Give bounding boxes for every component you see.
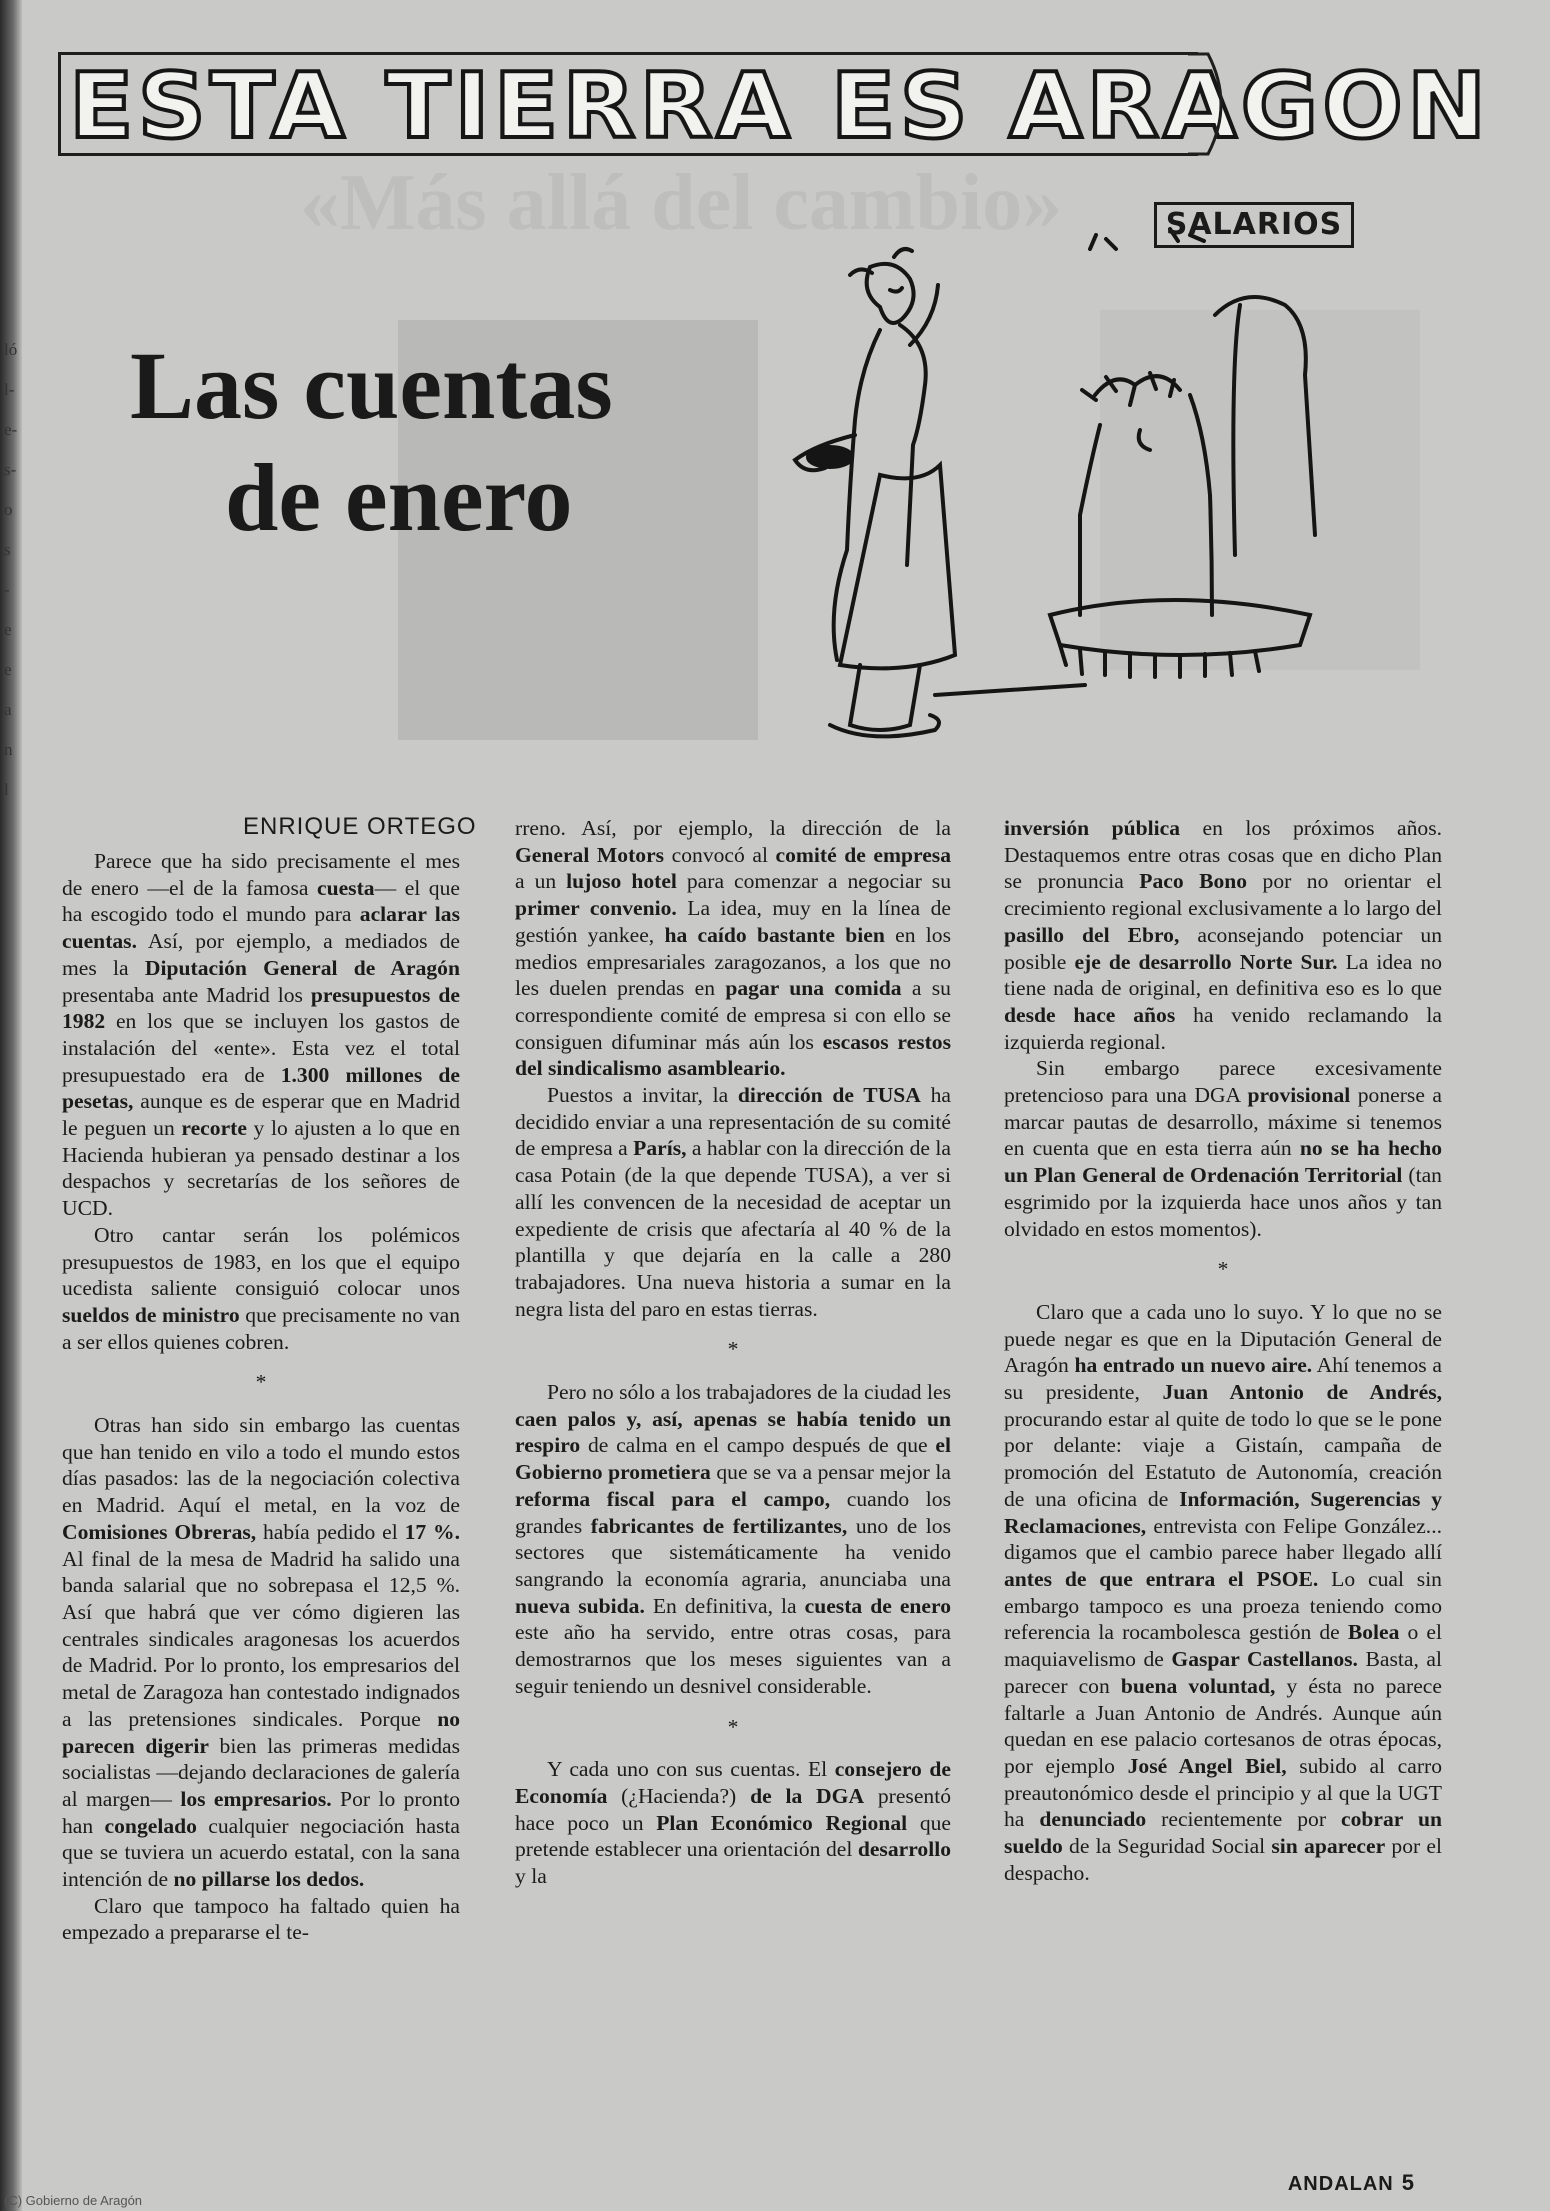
article-column-2 — [515, 815, 951, 1890]
binding-shadow — [0, 0, 22, 2211]
emphasis-text: desde hace años — [1004, 1002, 1176, 1027]
body-text: para comenzar a negociar su — [676, 869, 951, 894]
body-text: entrevista con Felipe González... digamos que el cambio parece haber llegado allí — [1004, 1513, 1442, 1565]
body-text: convocó al — [664, 842, 776, 867]
banner-tail — [1188, 52, 1236, 156]
emphasis-text: dirección de TUSA — [737, 1083, 921, 1108]
body-text: Por lo pronto han — [62, 1786, 461, 1838]
edge-fragment: ló — [4, 340, 18, 359]
show-through-text: «Más allá del cambio» — [300, 159, 1063, 247]
article-paragraph — [515, 1756, 951, 1890]
emphasis-text: Bolea — [1347, 1620, 1400, 1645]
edge-fragment: o — [4, 500, 13, 519]
emphasis-text: comité de empresa — [775, 842, 951, 867]
body-text: a su correspondiente comité de empresa si con ello se consiguen difuminar más aún los — [515, 976, 951, 1054]
body-text: ponerse a marcar pautas de desarrollo, máxime si tenemos en cuenta que en esta tierra aún — [1004, 1083, 1442, 1161]
article-column-1 — [62, 848, 460, 1946]
article-column-3 — [1004, 815, 1442, 1886]
headline-line-1: Las cuentas — [130, 332, 613, 439]
emphasis-text: provisional — [1247, 1083, 1351, 1108]
emphasis-text: General Motors — [515, 842, 665, 867]
body-text: Parece que ha sido precisamente el mes de enero —el de la famosa — [62, 849, 460, 900]
body-text: aconsejando potenciar un posible — [1004, 922, 1442, 974]
article-paragraph — [515, 1082, 951, 1322]
article-paragraph — [62, 1412, 460, 1893]
emphasis-text: sin aparecer — [1271, 1834, 1386, 1859]
page-number: 5 — [1401, 2170, 1415, 2195]
article-paragraph — [515, 815, 951, 1082]
body-text: de calma en el campo después de que — [580, 1433, 936, 1458]
body-text: Pero no sólo a los trabajadores de la ciudad les — [547, 1380, 951, 1405]
body-text: había pedido el — [256, 1519, 405, 1544]
body-text: ha decidido enviar a una representación de su comité de empresa a — [515, 1083, 951, 1161]
body-text: (tan esgrimido por la izquierda hace unos años y tan olvidado en estos momentos). — [1004, 1163, 1442, 1241]
body-text: ha venido reclamando la izquierda regional. — [1004, 1002, 1442, 1054]
page-footer — [1288, 2170, 1415, 2196]
body-text: en los medios empresariales zaragozanos, a los que no les duelen prendas en — [515, 922, 951, 1001]
body-text: procurando estar al quite de todo lo que se le pone por delante: viaje a Gistaín, campaña de promoción del Estatuto de Autonomía, creación de una oficina de — [1004, 1406, 1442, 1511]
edge-fragment: e — [4, 620, 12, 639]
emphasis-text: París, — [633, 1136, 687, 1161]
article-paragraph — [1004, 1055, 1442, 1242]
body-text: este año ha servido, entre otras cosas, para demostrarnos que los meses siguientes van a seguir teniendo un desnivel considerable. — [515, 1620, 951, 1698]
emphasis-text: inversión pública — [1004, 816, 1181, 840]
headline-line-2: de enero — [225, 444, 573, 551]
article-paragraph — [62, 1893, 460, 1946]
emphasis-text: escasos restos del sindicalismo asambleario. — [515, 1029, 951, 1081]
body-text: Puestos a invitar, la — [547, 1083, 738, 1108]
emphasis-text: eje de desarrollo Norte Sur. — [1074, 949, 1338, 974]
edge-fragment: e- — [4, 420, 18, 439]
edge-fragment: - — [4, 580, 10, 599]
emphasis-text: reforma fiscal para el campo, — [515, 1486, 831, 1511]
emphasis-text: Juan Antonio de Andrés, — [1162, 1380, 1442, 1405]
article-paragraph — [1004, 815, 1442, 1055]
emphasis-text: congelado — [104, 1813, 197, 1838]
emphasis-text: cuesta de enero — [804, 1593, 951, 1618]
emphasis-text: denunciado — [1039, 1807, 1147, 1832]
body-text: La idea no tiene nada de original, en definitiva eso es lo que — [1004, 949, 1443, 1001]
emphasis-text: 1.300 millones de pesetas, — [62, 1062, 460, 1114]
body-text: de la Seguridad Social — [1062, 1834, 1272, 1859]
body-text: que precisamente no van a ser ellos quienes cobren. — [62, 1302, 460, 1354]
body-text: por el despacho. — [1004, 1834, 1442, 1885]
emphasis-text: recorte — [181, 1116, 247, 1141]
body-text: En definitiva, la — [644, 1593, 805, 1618]
edge-fragment: a — [4, 700, 12, 719]
body-text: cualquier negociación hasta que se tuviera un acuerdo estatal, con la sana intención de — [62, 1813, 461, 1892]
emphasis-text: Plan Económico Regional — [656, 1810, 908, 1835]
emphasis-text: consejero de Economía — [515, 1757, 951, 1808]
edge-fragment: e — [4, 660, 12, 679]
body-text: Otras han sido sin embargo las cuentas que han tenido en vilo a todo el mundo estos días pasados: las de la negociación colectiva en Madrid. Aquí el metal, en la voz de — [62, 1413, 460, 1518]
edge-fragment: s — [4, 540, 11, 559]
emphasis-text: sueldos de ministro — [62, 1302, 240, 1327]
article-paragraph — [515, 1379, 951, 1699]
body-text: (¿Hacienda?) — [607, 1783, 751, 1808]
section-separator: * — [727, 1714, 739, 1739]
edge-fragment: s- — [4, 460, 17, 479]
body-text: La idea, muy en la línea de gestión yankee, — [515, 896, 951, 947]
emphasis-text: no pillarse los dedos. — [173, 1867, 365, 1892]
body-text: Y cada uno con sus cuentas. El — [547, 1757, 835, 1782]
cartoon-illustration — [760, 195, 1380, 775]
salarios-sign: SALARIOS — [1154, 202, 1354, 248]
emphasis-text: buena voluntad, — [1120, 1673, 1276, 1698]
body-text: en los que se incluyen los gastos de instalación del «ente». Esta vez el total presupuestado era de — [62, 1009, 460, 1087]
emphasis-text: presupuestos de 1982 — [62, 982, 461, 1034]
section-separator: * — [1217, 1257, 1229, 1282]
emphasis-text: José Angel Biel, — [1127, 1753, 1287, 1778]
emphasis-text: antes de que entrara el PSOE. — [1004, 1566, 1319, 1591]
image-credit: (C) Gobierno de Aragón — [4, 2193, 143, 2208]
emphasis-text: desarrollo — [857, 1837, 951, 1862]
article-paragraph — [1004, 1299, 1442, 1886]
emphasis-text: ha entrado un nuevo aire. — [1074, 1353, 1313, 1378]
body-text: Claro que tampoco ha faltado quien ha empezado a prepararse el te- — [62, 1893, 460, 1945]
emphasis-text: Comisiones Obreras, — [62, 1519, 257, 1544]
emphasis-text: no parecen digerir — [62, 1706, 460, 1758]
body-text: en los próximos años. Destaquemos entre otras cosas que en dicho Plan se pronuncia — [1004, 816, 1442, 894]
emphasis-text: aclarar las cuentas. — [62, 902, 460, 954]
body-text: uno de los sectores que sistemáticamente ha venido sangrando la economía agraria, anunciaba una — [515, 1513, 952, 1591]
emphasis-text: Paco Bono — [1139, 869, 1248, 894]
article-paragraph — [62, 1222, 460, 1356]
emphasis-text: Información, Sugerencias y Reclamaciones, — [1004, 1486, 1442, 1538]
edge-fragment: n — [4, 740, 13, 759]
emphasis-text: primer convenio. — [515, 896, 677, 921]
body-text: bien las primeras medidas socialistas —dejando declaraciones de galería al margen— — [62, 1733, 460, 1811]
body-text: por no orientar el crecimiento regional exclusivamente a lo largo del — [1004, 869, 1442, 921]
publication-name: ANDALAN — [1287, 2173, 1394, 2195]
body-text: Claro que a cada uno lo suyo. Y lo que no se puede negar es que en la Diputación General de Aragón — [1004, 1299, 1442, 1378]
body-text: presentaba ante Madrid los — [62, 982, 311, 1007]
article-headline — [130, 330, 650, 554]
edge-fragment: l — [4, 780, 9, 799]
body-text: y ésta no parece faltarle a Juan Antonio de Andrés. Aunque aún quedan en ese palacio cortesanos de otras épocas, por ejemplo — [1004, 1673, 1442, 1778]
body-text: aunque es de esperar que en Madrid le peguen un — [62, 1089, 460, 1141]
emphasis-text: pasillo del Ebro, — [1004, 922, 1180, 947]
body-text: — el que ha escogido todo el mundo para — [62, 875, 460, 927]
body-text: Así, por ejemplo, a mediados de mes la — [62, 929, 460, 980]
body-text: subido al carro preautonómico desde el principio y al que la UGT ha — [1004, 1753, 1443, 1832]
emphasis-text: caen palos y, así, apenas se había tenido un respiro — [515, 1406, 951, 1458]
body-text: Al final de la mesa de Madrid ha salido una banda salarial que no sobrepasa el 12,5 %. Así que habrá que ver cómo digieren las centrales sindicales aragonesas los acuerdos de Madrid. Por lo pronto, los empresarios del metal de Zaragoza han contestado indignados a las pretensiones sindicales. Porque — [62, 1546, 460, 1731]
emphasis-text: Gaspar Castellanos. — [1171, 1647, 1358, 1672]
emphasis-text: lujoso hotel — [566, 869, 677, 894]
section-separator: * — [727, 1337, 739, 1362]
body-text: y lo ajusten a lo que en Hacienda hubieran ya pensado destinar a los despachos y secretarías de los señores de UCD. — [62, 1116, 460, 1221]
body-text: y la — [515, 1864, 547, 1889]
body-text: a hablar con la dirección de la casa Potain (de la que depende TUSA), a ver si allí les convencen de la necesidad de aceptar un expediente de crisis que afectaría al 40 % de la plantilla y que dejaría en la calle a 280 trabajadores. Una nueva historia a sumar en la negra lista del paro en estas tierras. — [515, 1136, 951, 1321]
emphasis-text: de la DGA — [750, 1783, 865, 1808]
body-text: Sin embargo parece excesivamente pretencioso para una DGA — [1004, 1056, 1442, 1108]
emphasis-text: pagar una comida — [725, 976, 902, 1001]
body-text: rreno. Así, por ejemplo, la dirección de la — [515, 816, 951, 840]
body-text: Otro cantar serán los polémicos presupuestos de 1983, en los que el equipo ucedista saliente consiguió colocar unos — [62, 1222, 460, 1301]
body-text: o el maquiavelismo de — [1004, 1620, 1442, 1672]
body-text: a un — [515, 869, 567, 894]
body-text: presentó hace poco un — [515, 1783, 952, 1835]
section-banner — [58, 52, 1491, 159]
emphasis-text: nueva subida. — [515, 1593, 645, 1618]
body-text: que se va a pensar mejor la — [710, 1460, 951, 1485]
body-text: Basta, al parecer con — [1004, 1647, 1443, 1698]
emphasis-text: no se ha hecho un Plan General de Ordenación Territorial — [1004, 1136, 1443, 1188]
body-text: Ahí tenemos a su presidente, — [1004, 1353, 1442, 1405]
article-paragraph — [62, 848, 460, 1222]
body-text: Lo cual sin embargo tampoco es una proeza teniendo como referencia la rocambolesca gestión de — [1004, 1566, 1442, 1645]
emphasis-text: cobrar un sueldo — [1004, 1807, 1442, 1859]
emphasis-text: los empresarios. — [180, 1786, 332, 1811]
emphasis-text: fabricantes de fertilizantes, — [590, 1513, 848, 1538]
section-title: ESTA TIERRA ES ARAGON — [69, 54, 1491, 159]
emphasis-text: ha caído bastante bien — [664, 922, 885, 947]
emphasis-text: cuesta — [317, 875, 375, 900]
emphasis-text: Diputación General de Aragón — [144, 955, 460, 980]
section-separator: * — [255, 1370, 267, 1395]
byline: ENRIQUE ORTEGO — [243, 813, 477, 840]
body-text: cuando los grandes — [515, 1486, 951, 1538]
edge-fragment: l- — [4, 380, 15, 399]
body-text: recientemente por — [1146, 1807, 1342, 1832]
emphasis-text: el Gobierno prometiera — [515, 1433, 951, 1485]
emphasis-text: 17 %. — [404, 1519, 461, 1544]
body-text: que pretende establecer una orientación del — [515, 1810, 951, 1862]
